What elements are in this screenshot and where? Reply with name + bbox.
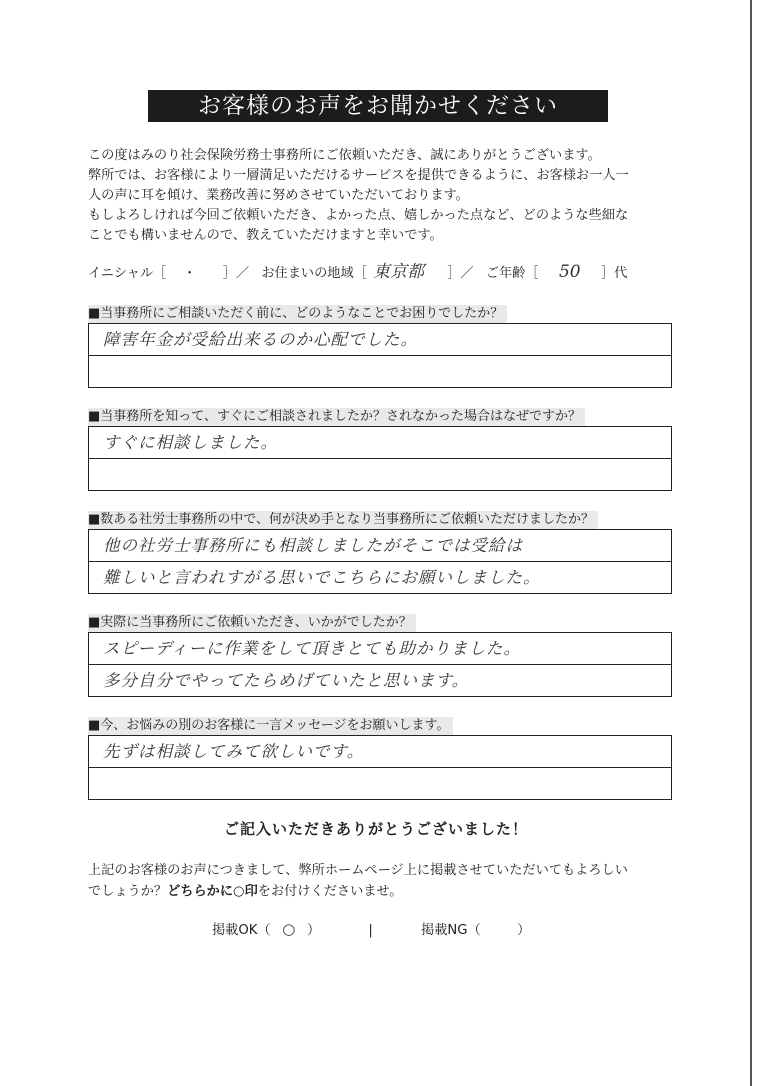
question-label: ■今、お悩みの別のお客様に一言メッセージをお願いします。 <box>88 717 453 735</box>
intro-line: ことでも構いませんので、教えていただけますと幸いです。 <box>88 228 443 243</box>
question-label: ■数ある社労士事務所の中で、何が決め手となり当事務所にご依頼いただけましたか？ <box>88 511 598 529</box>
initial-label: イニシャル［ <box>88 266 167 281</box>
publish-ng-close: ） <box>517 923 531 938</box>
consent-question: でしょうか？ <box>88 884 168 899</box>
answer-line[interactable]: すぐに相談しました。 <box>89 427 671 459</box>
answer-line[interactable]: 障害年金が受給出来るのか心配でした。 <box>89 324 671 356</box>
area-close: ］／ <box>447 266 474 281</box>
answer-box[interactable] <box>88 323 672 388</box>
answer-line[interactable] <box>89 356 671 387</box>
answer-line[interactable] <box>89 768 671 799</box>
answer-box[interactable] <box>88 426 672 491</box>
initial-close: ］／ <box>222 266 250 281</box>
answer-line[interactable]: 先ずは相談してみて欲しいです。 <box>89 736 671 768</box>
intro-line: 人の声に耳を傾け、業務改善に努めさせていただいております。 <box>88 188 469 203</box>
intro-line: この度はみのり社会保険労務士事務所にご依頼いただき、誠にありがとうございます。 <box>88 148 601 163</box>
answer-box[interactable] <box>88 735 672 800</box>
answer-line[interactable]: スピーディーに作業をして頂きとても助かりました。 <box>89 633 671 665</box>
age-field[interactable]: 50 <box>558 262 581 282</box>
question-label: ■実際に当事務所にご依頼いただき、いかがでしたか？ <box>88 614 416 632</box>
question-section-4 <box>88 611 672 697</box>
answer-box[interactable] <box>88 529 672 594</box>
question-label: ■当事務所を知って、すぐにご相談されましたか？されなかった場合はなぜですか？ <box>88 408 585 426</box>
age-close: ］代 <box>600 266 628 281</box>
consent-text <box>88 860 688 902</box>
answer-line[interactable]: 難しいと言われすがる思いでこちらにお願いしました。 <box>103 568 541 587</box>
intro-text <box>88 146 688 246</box>
question-section-5 <box>88 714 672 800</box>
area-label: お住まいの地域［ <box>261 266 367 281</box>
area-field[interactable]: 東京都 <box>373 262 425 282</box>
answer-line[interactable] <box>89 459 671 490</box>
publish-ng-label: 掲載NG（ <box>421 923 481 938</box>
age-label: ご年齢［ <box>485 266 539 281</box>
profile-row <box>88 258 688 286</box>
publish-options <box>212 918 572 940</box>
options-separator: | <box>368 923 373 938</box>
consent-line <box>88 881 688 902</box>
answer-line[interactable]: 他の社労士事務所にも相談しましたがそこでは受給は <box>89 530 671 562</box>
closing-message: ご記入いただきありがとうございました！ <box>223 820 528 838</box>
publish-ok-mark[interactable]: ○ <box>282 920 296 938</box>
intro-line: もしよろしければ今回ご依頼いただき、よかった点、嬉しかった点など、どのような些細な <box>88 208 629 223</box>
consent-instruction: をお付けくださいませ。 <box>257 884 403 899</box>
question-section-3 <box>88 508 672 594</box>
answer-box[interactable] <box>88 632 672 697</box>
answer-line[interactable]: 多分自分でやってたらめげていたと思います。 <box>103 671 470 690</box>
question-label: ■当事務所にご相談いただく前に、どのようなことでお困りでしたか？ <box>88 305 507 323</box>
publish-ok-close: ） <box>307 923 321 938</box>
consent-line: 上記のお客様のお声につきまして、弊所ホームページ上に掲載させていただいてもよろしい <box>88 863 628 878</box>
consent-emphasis: どちらかに○印 <box>167 884 258 899</box>
question-section-1 <box>88 302 672 388</box>
question-section-2 <box>88 405 672 491</box>
intro-line: 弊所では、お客様により一層満足いただけるサービスを提供できるように、お客様お一人一 <box>88 168 629 183</box>
initial-field[interactable]: ・ <box>182 266 197 281</box>
page-title: お客様のお声をお聞かせください <box>148 90 608 122</box>
publish-ok-label: 掲載OK（ <box>212 923 271 938</box>
